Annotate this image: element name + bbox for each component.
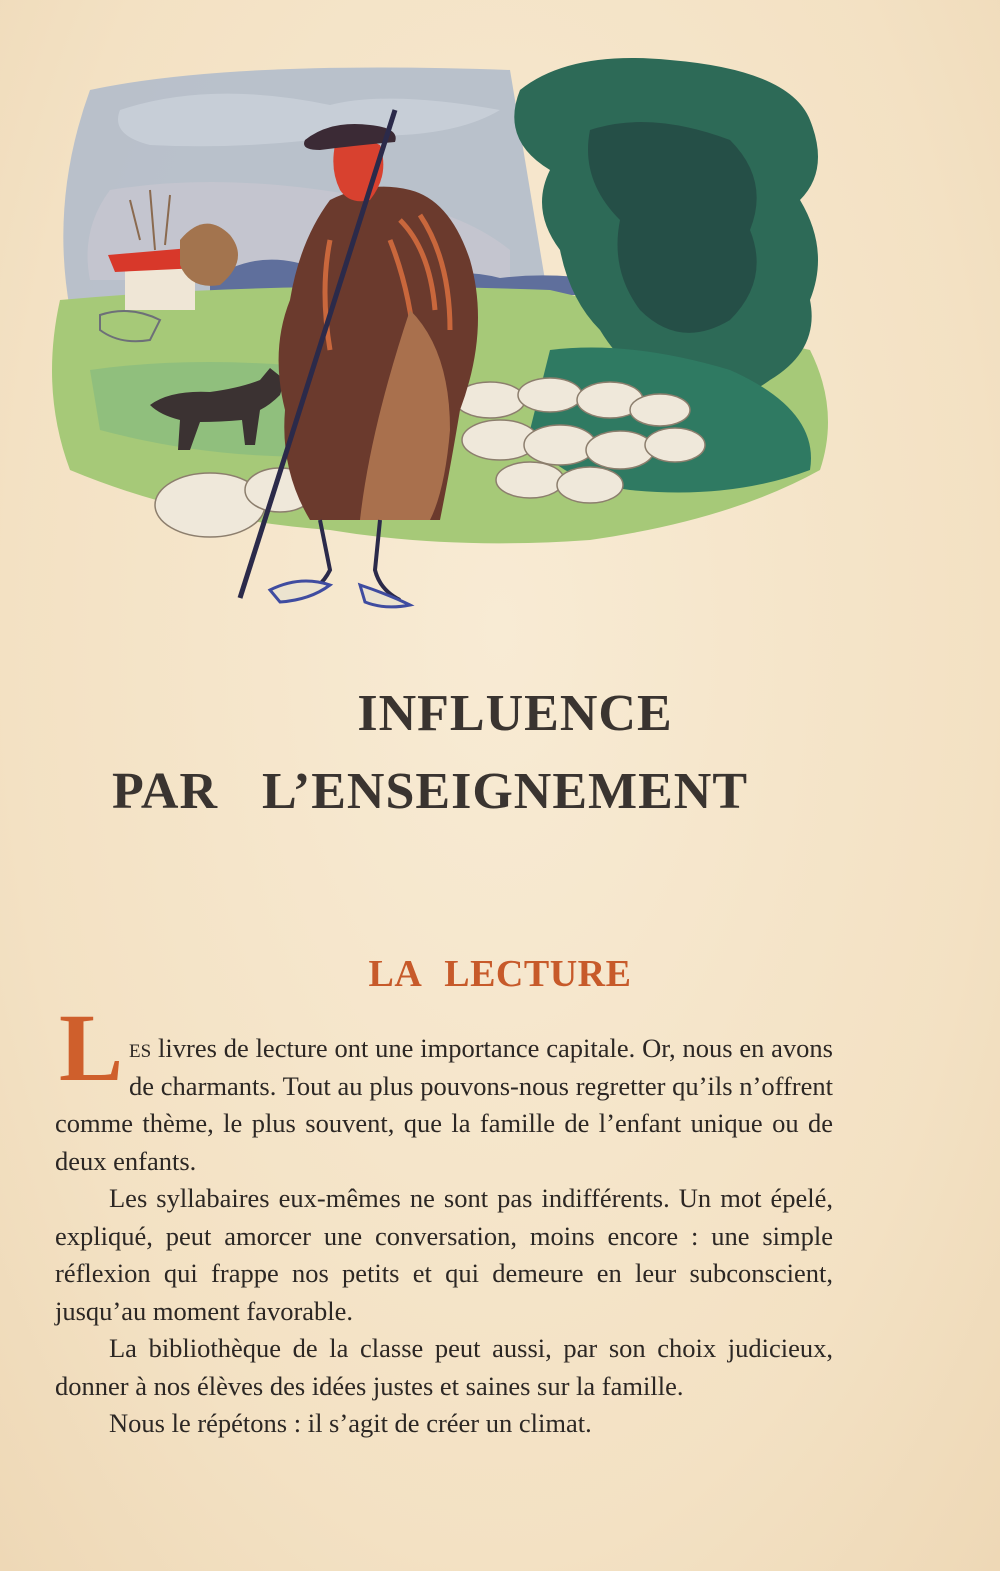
title-line-2: PAR L’ENSEIGNEMENT: [112, 763, 748, 820]
drop-cap-continuation: es: [129, 1033, 152, 1063]
drop-cap: L: [59, 994, 124, 1101]
paragraph-2: Les syllabaires eux-mêmes ne sont pas indifférents. Un mot épelé, expliqué, peut amorcer une conversation, moins encore : une simple réflexion qui frappe nos petits et qui demeure en leur subconscient, jusqu’au moment favorable.: [55, 1183, 833, 1326]
body-text: [55, 994, 833, 1443]
section-heading: LA LECTURE: [368, 953, 632, 995]
shepherd-illustration: [30, 50, 840, 620]
title-line-1: INFLUENCE: [357, 685, 673, 742]
paragraph-1: [55, 994, 833, 1180]
paragraph-4: Nous le répétons : il s’agit de créer un climat.: [109, 1408, 592, 1438]
paragraph-1-text: livres de lecture ont une importance capitale. Or, nous en avons de charmants. Tout au plus pouvons-nous regretter qu’ils n’offrent comme thème, le plus souvent, que la famille de l’enfant unique ou de deux enfants.: [55, 1033, 833, 1176]
paragraph-3: La bibliothèque de la classe peut aussi, par son choix judicieux, donner à nos élèves des idées justes et saines sur la famille.: [55, 1333, 833, 1401]
